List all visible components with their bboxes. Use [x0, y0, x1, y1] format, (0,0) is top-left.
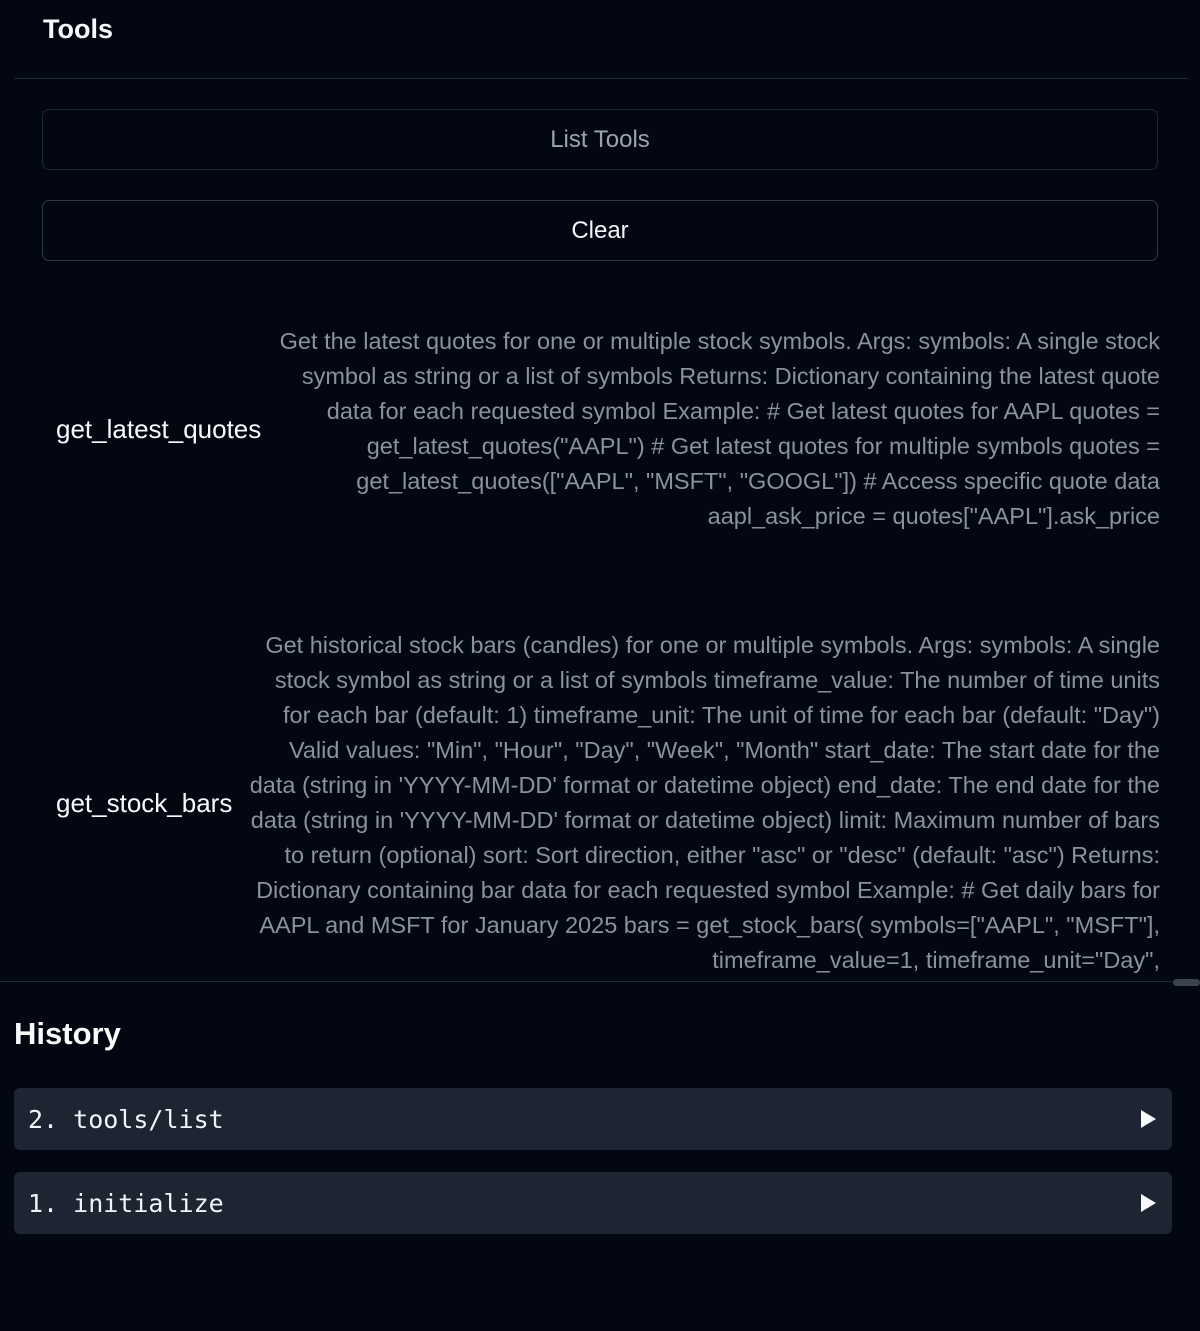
- tools-panel: [14, 0, 1188, 982]
- history-item-tools-list[interactable]: [14, 1088, 1172, 1150]
- tool-name: get_latest_quotes: [56, 413, 262, 444]
- tools-title: Tools: [43, 14, 113, 44]
- tool-description: Get historical stock bars (candles) for one or multiple symbols. Args: symbols: A single stock symbol as string or a list of symbols timeframe_value: The number of time units for each bar (default: 1) timeframe_unit: The unit of time for each bar (default: "Day") Valid values: "Min", "Hour", "Day", "Week", "Month" start_date: The start date for the data (string in 'YYYY-MM-DD' format or datetime object) end_date: The end date for the data (string in 'YYYY-MM-DD' format or datetime object) limit: Maximum number of bars to return (optional) sort: Sort direction, either "asc" or "desc" (default: "asc") Returns: Dictionary containing bar data for each requested symbol Example: # Get daily bars for AAPL and MSFT for January 2025 bars = get_stock_bars( symbols=["AAPL", "MSFT"], timeframe_value=1, timeframe_unit="Day",: [249, 632, 1160, 973]
- resize-handle[interactable]: [1173, 979, 1200, 986]
- panel-divider: [0, 981, 1174, 982]
- list-tools-button[interactable]: List Tools: [42, 109, 1158, 170]
- history-item-label: 2. tools/list: [28, 1104, 224, 1134]
- clear-button[interactable]: Clear: [42, 200, 1158, 261]
- expand-arrow-icon[interactable]: [1141, 1194, 1156, 1212]
- expand-arrow-icon[interactable]: [1141, 1110, 1156, 1128]
- tool-name: get_stock_bars: [56, 787, 233, 818]
- tools-list[interactable]: [14, 285, 1188, 973]
- history-title: History: [14, 1016, 121, 1051]
- tool-description: Get the latest quotes for one or multiple stock symbols. Args: symbols: A single stock symbol as string or a list of symbols Returns: Dictionary containing the latest quote data for each requested symbol Example: # Get latest quotes for AAPL quotes = get_latest_quotes("AAPL") # Get latest quotes for multiple symbols quotes = get_latest_quotes(["AAPL", "MSFT", "GOOGL"]) # Access specific quote data aapl_ask_price = quotes["AAPL"].ask_price: [279, 328, 1160, 529]
- history-item-label: 1. initialize: [28, 1188, 224, 1218]
- history-item-initialize[interactable]: [14, 1172, 1172, 1234]
- tool-item-get-stock-bars[interactable]: [14, 573, 1188, 1033]
- tools-header: [14, 0, 1188, 79]
- tool-item-get-latest-quotes[interactable]: [14, 285, 1188, 573]
